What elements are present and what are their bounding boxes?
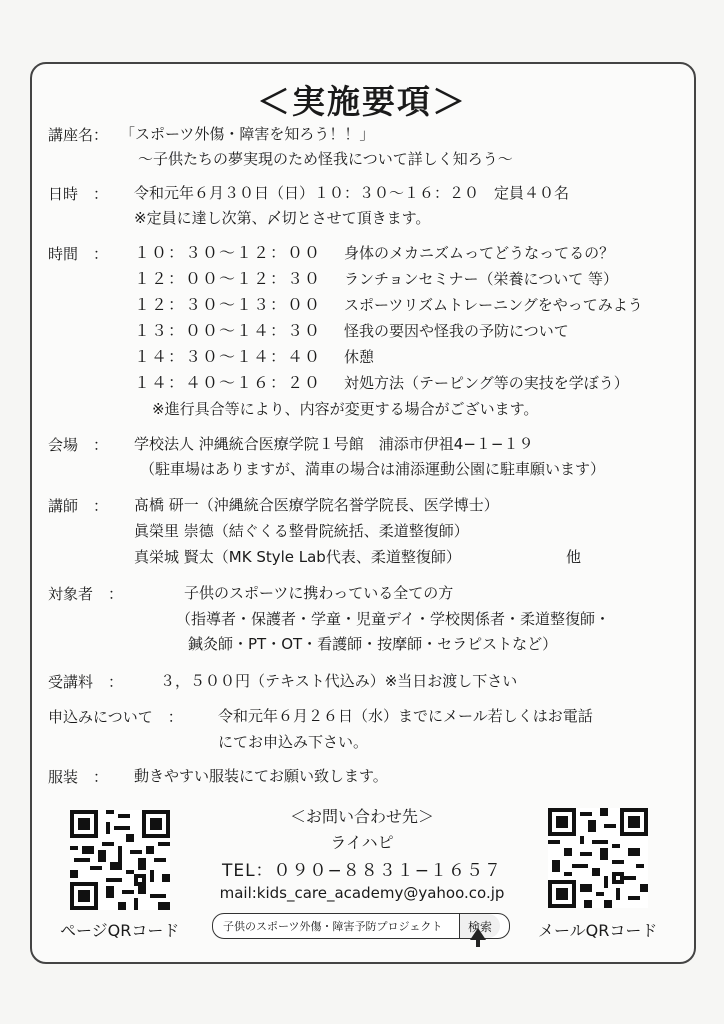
schedule-label: 時間 ： [48, 245, 109, 263]
application-label: 申込みについて ： [48, 708, 183, 726]
course-label: 講座名： [48, 126, 109, 144]
venue-note: （駐車場はありますが、満車の場合は浦添運動公園に駐車願います） [140, 460, 606, 478]
datetime-label: 日時 ： [48, 185, 109, 203]
contact-org: ライハピ [330, 833, 394, 852]
instructor-item: 真栄城 賢太（MK Style Lab代表、柔道整復師） [134, 548, 461, 566]
search-query-text: 子供のスポーツ外傷・障害予防プロジェクト [223, 920, 443, 933]
schedule-time: １２：３０〜１３：００ [134, 295, 322, 314]
application-line: 令和元年６月２６日（水）までにメール若しくはお電話 [218, 707, 593, 725]
page-qr-label: ページQRコード [60, 921, 180, 940]
mail-qr-label: メールQRコード [538, 921, 658, 940]
contact-mail[interactable]: mail:kids_care_academy@yahoo.co.jp [219, 884, 505, 902]
course-name: 「スポーツ外傷・障害を知ろう！！」 [120, 125, 375, 143]
schedule-time: １２：００〜１２：３０ [134, 269, 322, 288]
dress-label: 服装 ： [48, 768, 109, 786]
mail-qr-code[interactable] [548, 808, 648, 908]
venue-label: 会場 ： [48, 436, 109, 454]
schedule-time: １０：３０〜１２：００ [134, 243, 322, 262]
venue-value: 学校法人 沖縄統合医療学院１号館 浦添市伊祖4−１−１９ [134, 435, 534, 453]
instructors-others: 他 [566, 548, 582, 566]
instructor-item: 髙橋 研一（沖縄統合医療学院名誉学院長、医学博士） [134, 496, 499, 514]
page-qr-code[interactable] [70, 810, 170, 910]
instructors-label: 講師 ： [48, 497, 109, 515]
application-line: にてお申込み下さい。 [218, 733, 369, 751]
cursor-arrow-icon [470, 928, 486, 940]
schedule-time: １４：４０〜１６：２０ [134, 373, 322, 392]
schedule-desc: ランチョンセミナー（栄養について 等） [344, 270, 619, 288]
search-button[interactable]: 検索 [459, 914, 500, 938]
audience-label: 対象者 ： [48, 585, 124, 603]
fee-label: 受講料 ： [48, 673, 124, 691]
contact-heading: ＜お問い合わせ先＞ [289, 807, 434, 826]
audience-value: 子供のスポーツに携わっている全ての方 [184, 584, 454, 602]
search-bar[interactable] [212, 913, 510, 939]
page-title: ＜実施要項＞ [257, 82, 467, 121]
schedule-desc: スポーツリズムトレーニングをやってみよう [344, 296, 643, 314]
datetime-value: 令和元年６月３０日（日）１０：３０〜１６：２０ 定員４０名 [134, 184, 570, 202]
fee-value: ３，５００円（テキスト代込み）※当日お渡し下さい [160, 672, 518, 690]
audience-detail: 鍼灸師・PT・OT・看護師・按摩師・セラピストなど） [188, 635, 558, 653]
schedule-note: ※進行具合等により、内容が変更する場合がございます。 [152, 400, 539, 418]
audience-detail: （指導者・保護者・学童・児童デイ・学校関係者・柔道整復師・ [176, 610, 610, 628]
datetime-note: ※定員に達し次第、〆切とさせて頂きます。 [134, 209, 431, 227]
dress-value: 動きやすい服装にてお願い致します。 [134, 767, 388, 785]
schedule-time: １４：３０〜１４：４０ [134, 347, 322, 366]
schedule-desc: 対処方法（テーピング等の実技を学ぼう） [344, 374, 629, 392]
instructor-item: 眞榮里 崇德（結ぐくる整骨院統括、柔道整復師） [134, 522, 469, 540]
schedule-desc: 怪我の要因や怪我の予防について [344, 322, 569, 340]
schedule-time: １３：００〜１４：３０ [134, 321, 322, 340]
schedule-desc: 身体のメカニズムってどうなってるの？ [344, 244, 615, 262]
contact-tel: TEL：０９０−８８３１−１６５７ [221, 861, 503, 881]
schedule-desc: 休憩 [344, 348, 375, 366]
course-subtitle: 〜子供たちの夢実現のため怪我について詳しく知ろう〜 [138, 150, 513, 168]
